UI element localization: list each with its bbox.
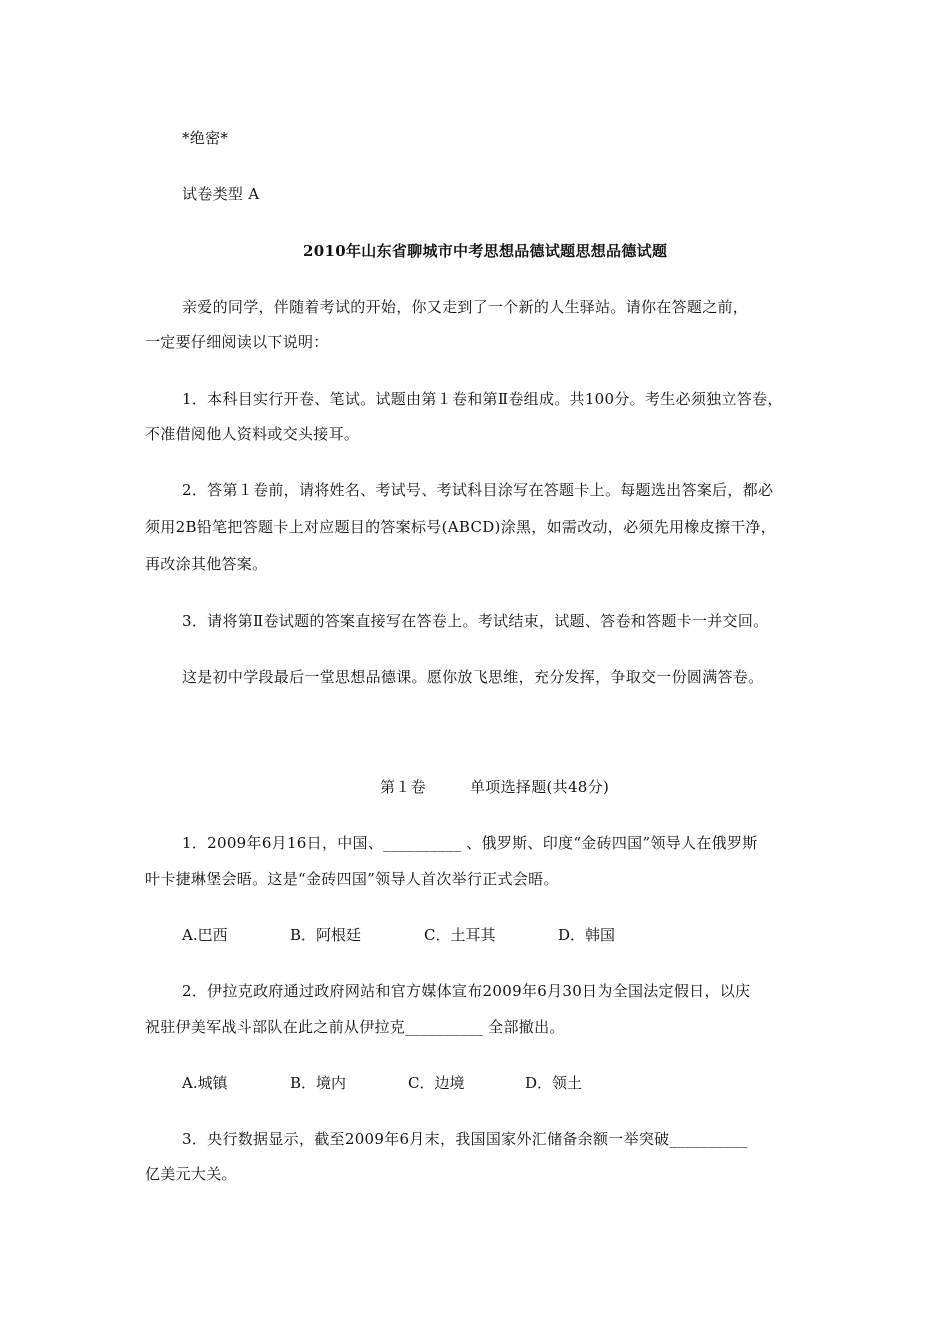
question-2-option-d: D．领土 [525, 1074, 583, 1092]
question-1-option-a: A.巴西 [182, 926, 228, 944]
section-name: 第１卷 [380, 778, 426, 796]
page-title: 2010年山东省聊城市中考思想品德试题思想品德试题 [303, 242, 668, 260]
question-3-line-2: 亿美元大关。 [145, 1165, 237, 1183]
question-2-option-a: A.城镇 [182, 1074, 228, 1092]
instruction-2-line-2: 须用2B铅笔把答题卡上对应题目的答案标号(ABCD)涂黑，如需改动，必须先用橡皮擦干净， [145, 518, 777, 536]
question-1-line-1: 1．2009年6月16日，中国、__________ 、俄罗斯、印度“金砖四国”领导人在俄罗斯 [182, 834, 758, 852]
question-2-line-2: 祝驻伊美军战斗部队在此之前从伊拉克__________ 全部撤出。 [145, 1018, 565, 1036]
question-3-line-1: 3．央行数据显示，截至2009年6月末，我国国家外汇储备余额一举突破__________ [182, 1130, 748, 1148]
section-description: 单项选择题(共48分) [470, 778, 610, 796]
question-1-option-c: C．土耳其 [424, 926, 496, 944]
question-2-option-b: B．境内 [290, 1074, 347, 1092]
instruction-1-line-1: 1．本科目实行开卷、笔试。试题由第１卷和第Ⅱ卷组成。共100分。考生必须独立答卷， [182, 390, 783, 408]
question-1-option-b: B．阿根廷 [290, 926, 362, 944]
instruction-1-line-2: 不准借阅他人资料或交头接耳。 [145, 425, 360, 443]
instruction-3-line-1: 3．请将第Ⅱ卷试题的答案直接写在答卷上。考试结束，试题、答卷和答题卡一并交回。 [182, 612, 769, 630]
question-1-option-d: D．韩国 [558, 926, 616, 944]
closing-text: 这是初中学段最后一堂思想品德课。愿你放飞思维，充分发挥，争取交一份圆满答卷。 [182, 668, 764, 686]
question-2-option-c: C．边境 [408, 1074, 465, 1092]
question-1-line-2: 叶卡捷琳堡会晤。这是“金砖四国”领导人首次举行正式会晤。 [145, 870, 559, 888]
paper-type: 试卷类型 A [182, 185, 260, 203]
instruction-2-line-1: 2．答第１卷前，请将姓名、考试号、考试科目涂写在答题卡上。每题选出答案后，都必 [182, 481, 774, 499]
instruction-2-line-3: 再改涂其他答案。 [145, 555, 268, 573]
intro-line-2: 一定要仔细阅读以下说明： [145, 333, 329, 351]
intro-line-1: 亲爱的同学，伴随着考试的开始，你又走到了一个新的人生驿站。请你在答题之前， [182, 298, 749, 316]
question-2-line-1: 2．伊拉克政府通过政府网站和官方媒体宣布2009年6月30日为全国法定假日，以庆 [182, 982, 751, 1000]
confidential-mark: *绝密* [182, 129, 229, 147]
